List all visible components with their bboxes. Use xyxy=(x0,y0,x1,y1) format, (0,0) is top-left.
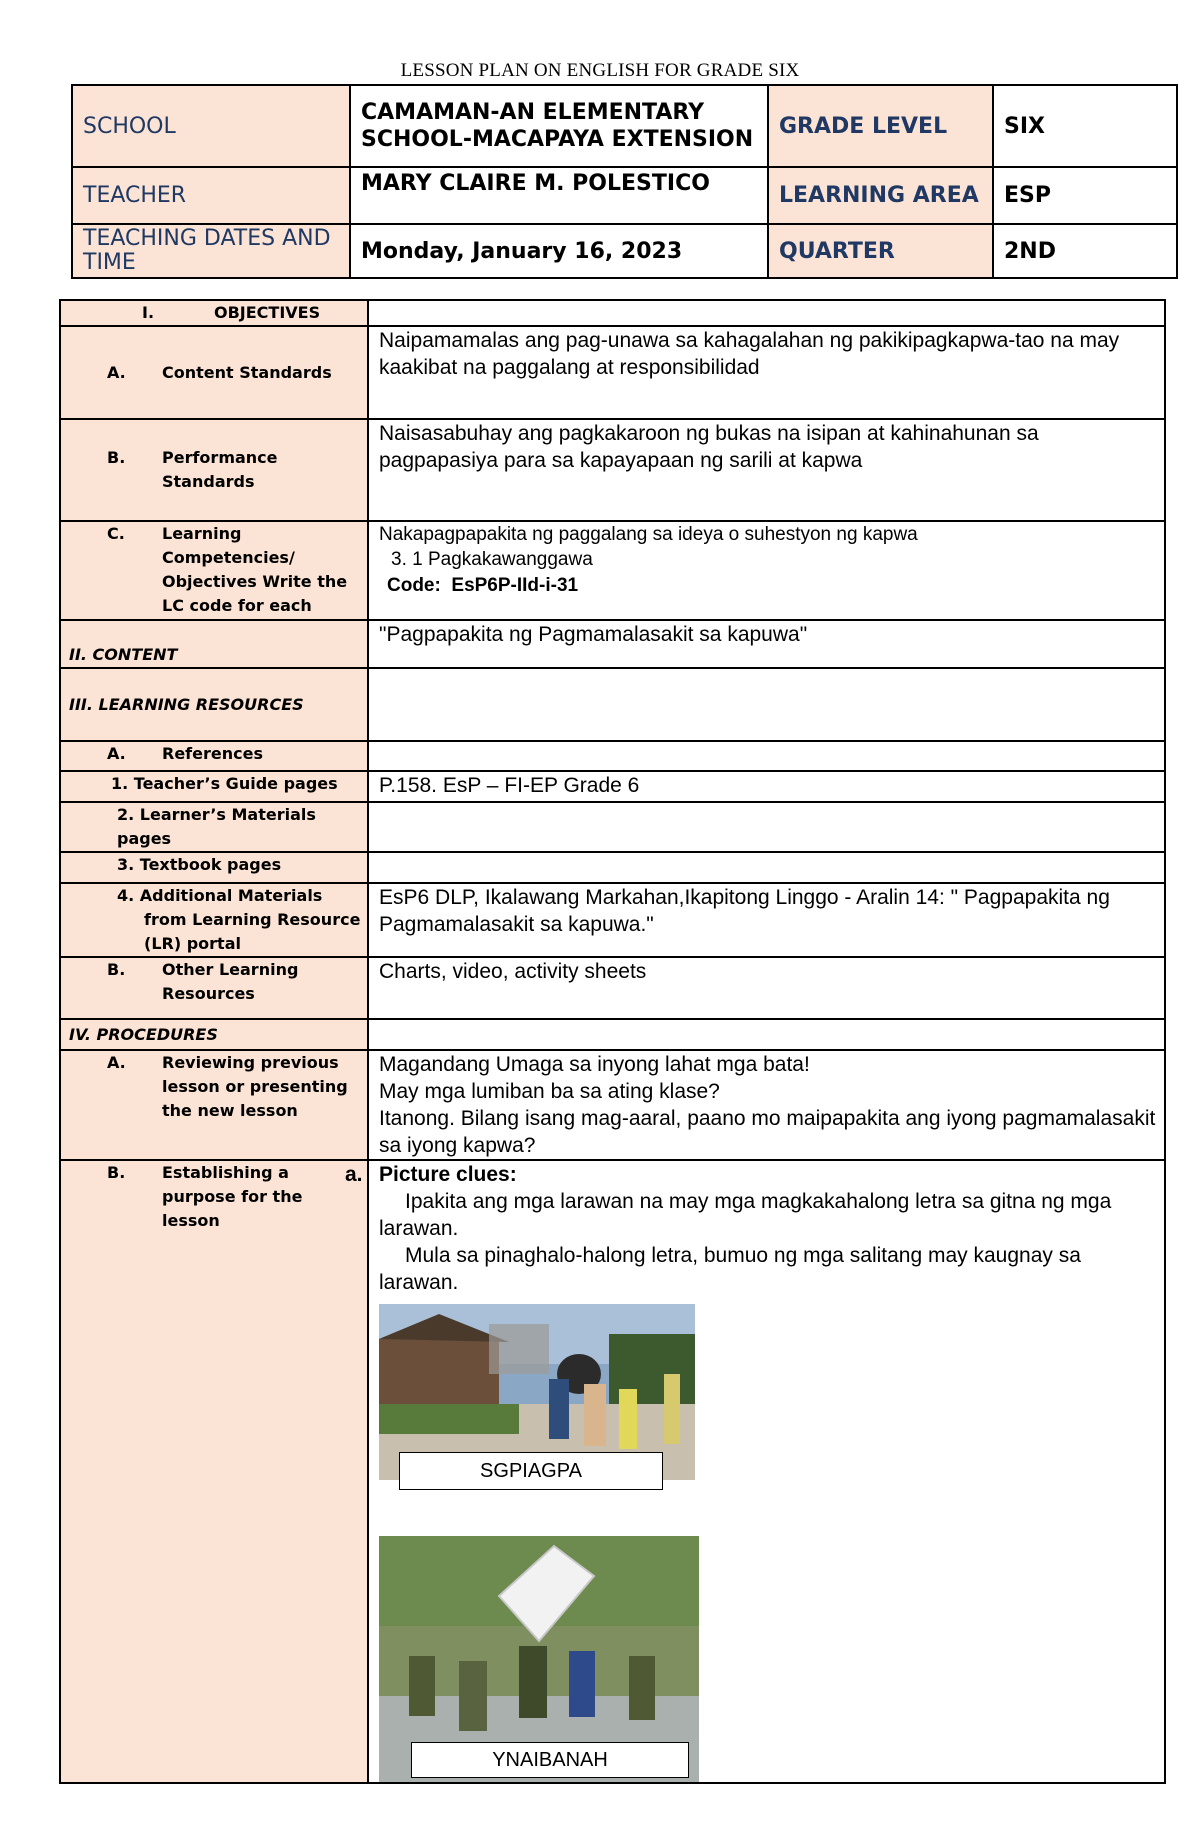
purpose-bullet: a. xyxy=(345,1163,363,1186)
performance-standards-label: Performance Standards xyxy=(162,448,278,491)
learning-area-value: ESP xyxy=(993,167,1177,224)
reviewing-label: Reviewing previous lesson or presenting the new lesson xyxy=(162,1053,348,1120)
reviewing-line-1: Magandang Umaga sa inyong lahat mga bata! xyxy=(379,1053,810,1076)
content-standards-row: A. Content Standards Naipamamalas ang pag-unawa sa kahagalahan ng pakikipagkapwa-tao na may kaakibat na paggalang at responsibilidad xyxy=(60,326,1165,419)
other-resources-label: Other Learning Resources xyxy=(162,960,299,1003)
picture-clue-2 xyxy=(379,1536,699,1782)
learners-materials-label: 2. Learner’s Materials pages xyxy=(117,805,316,848)
purpose-row: B. Establishing a purpose for the lesson a. Picture clues: Ipakita ang mga larawan na may mga magkakahalong letra sa gitna ng mga larawan. Mula sa pinaghalo-halong letra, bumuo ng mga salitang may kaugnay sa larawan. SGPIAGPA YNAIBANAH xyxy=(60,1160,1165,1783)
school-label: SCHOOL xyxy=(72,85,350,167)
document-title: LESSON PLAN ON ENGLISH FOR GRADE SIX xyxy=(400,60,800,81)
lesson-plan-table xyxy=(59,299,1166,1784)
content-section-row xyxy=(60,620,1165,668)
quarter-label: QUARTER xyxy=(768,224,993,278)
competencies-label: Learning Competencies/ Objectives Write the LC code for each xyxy=(162,524,348,615)
school-value: CAMAMAN-AN ELEMENTARY SCHOOL-MACAPAYA EXTENSION xyxy=(350,85,768,167)
quarter-value: 2ND xyxy=(993,224,1177,278)
header-info-table xyxy=(71,84,1178,279)
picture-clues-title: Picture clues: xyxy=(379,1163,517,1186)
picture-1-label: SGPIAGPA xyxy=(399,1452,663,1490)
objectives-heading-row xyxy=(60,300,1165,326)
content-standards-label: Content Standards xyxy=(162,362,332,382)
teachers-guide-row xyxy=(60,771,1165,802)
teachers-guide-label: 1. Teacher’s Guide pages xyxy=(111,774,338,793)
picture-clues-paragraph-2: Mula sa pinaghalo-halong letra, bumuo ng mga salitang may kaugnay sa larawan. xyxy=(379,1244,1081,1294)
objectives-roman: I. xyxy=(142,303,155,322)
procedures-label: IV. PROCEDURES xyxy=(69,1024,218,1044)
grade-level-label: GRADE LEVEL xyxy=(768,85,993,167)
purpose-label: Establishing a purpose for the lesson xyxy=(162,1163,303,1230)
reviewing-row: A. Reviewing previous lesson or presenting the new lesson Magandang Umaga sa inyong lahat mga bata! May mga lumiban ba sa ating klase? Itanong. Bilang isang mag-aaral, paano mo maipapakita ang iyong pagmamalasakit sa iyong kapwa? xyxy=(60,1050,1165,1160)
picture-clues-paragraph-1: Ipakita ang mga larawan na may mga magkakahalong letra sa gitna ng mga larawan. xyxy=(379,1190,1112,1240)
additional-materials-row xyxy=(60,883,1165,957)
learning-resources-row xyxy=(60,668,1165,741)
content-standards-text: Naipamamalas ang pag-unawa sa kahagalahan ng pakikipagkapwa-tao na may kaakibat na paggalang at responsibilidad xyxy=(368,326,1165,419)
grade-level-value: SIX xyxy=(993,85,1177,167)
reviewing-line-2: May mga lumiban ba sa ating klase? xyxy=(379,1080,720,1103)
reviewing-line-3: Itanong. Bilang isang mag-aaral, paano mo maipapakita ang iyong pagmamalasakit sa iyong kapwa? xyxy=(379,1107,1156,1157)
teaching-dates-label: TEACHING DATES AND TIME xyxy=(72,224,350,278)
performance-standards-text: Naisasabuhay ang pagkakaroon ng bukas na isipan at kahinahunan sa pagpapasiya para sa kapayapaan ng sarili at kapwa xyxy=(368,419,1165,521)
teacher-label: TEACHER xyxy=(72,167,350,224)
other-resources-row: B. Other Learning Resources Charts, video, activity sheets xyxy=(60,957,1165,1019)
performance-standards-row: B. Performance Standards Naisasabuhay ang pagkakaroon ng bukas na isipan at kahinahunan sa pagpapasiya para sa kapayapaan ng sarili at kapwa xyxy=(60,419,1165,521)
content-section-label: II. CONTENT xyxy=(69,645,178,664)
competencies-text: Nakapagpapakita ng paggalang sa ideya o suhestyon ng kapwa xyxy=(379,524,918,545)
objectives-heading: OBJECTIVES xyxy=(214,303,321,322)
textbook-row xyxy=(60,852,1165,883)
competencies-row: C. Learning Competencies/ Objectives Write the LC code for each Nakapagpapakita ng paggalang sa ideya o suhestyon ng kapwa 3. 1 Pagkakawanggawa Code: EsP6P-IId-i-31 xyxy=(60,521,1165,620)
procedures-heading-row xyxy=(60,1019,1165,1050)
picture-clue-1 xyxy=(379,1304,695,1480)
teacher-value: MARY CLAIRE M. POLESTICO xyxy=(350,167,768,224)
learners-materials-text xyxy=(368,802,1165,852)
content-section-text: "Pagpapakita ng Pagmamalasakit sa kapuwa" xyxy=(368,620,1165,668)
references-label: References xyxy=(162,744,263,763)
other-resources-text: Charts, video, activity sheets xyxy=(368,957,1165,1019)
additional-materials-label: 4. Additional Materials from Learning Resource (LR) portal xyxy=(117,886,361,953)
learners-materials-row xyxy=(60,802,1165,852)
learning-resources-label: III. LEARNING RESOURCES xyxy=(69,694,304,714)
teaching-dates-value: Monday, January 16, 2023 xyxy=(350,224,768,278)
additional-materials-text: EsP6 DLP, Ikalawang Markahan,Ikapitong Linggo - Aralin 14: " Pagpapakita ng Pagmamalasakit sa kapuwa." xyxy=(368,883,1165,957)
references-row: A. References xyxy=(60,741,1165,771)
textbook-text xyxy=(368,852,1165,883)
teachers-guide-text: P.158. EsP – FI-EP Grade 6 xyxy=(368,771,1165,802)
learning-area-label: LEARNING AREA xyxy=(768,167,993,224)
competencies-sub-item: 3. 1 Pagkakawanggawa xyxy=(391,549,593,570)
lc-code-value: EsP6P-IId-i-31 xyxy=(451,575,579,596)
picture-2-label: YNAIBANAH xyxy=(411,1742,689,1778)
textbook-label: 3. Textbook pages xyxy=(117,855,282,874)
lc-code: Code: EsP6P-IId-i-31 xyxy=(387,575,579,596)
